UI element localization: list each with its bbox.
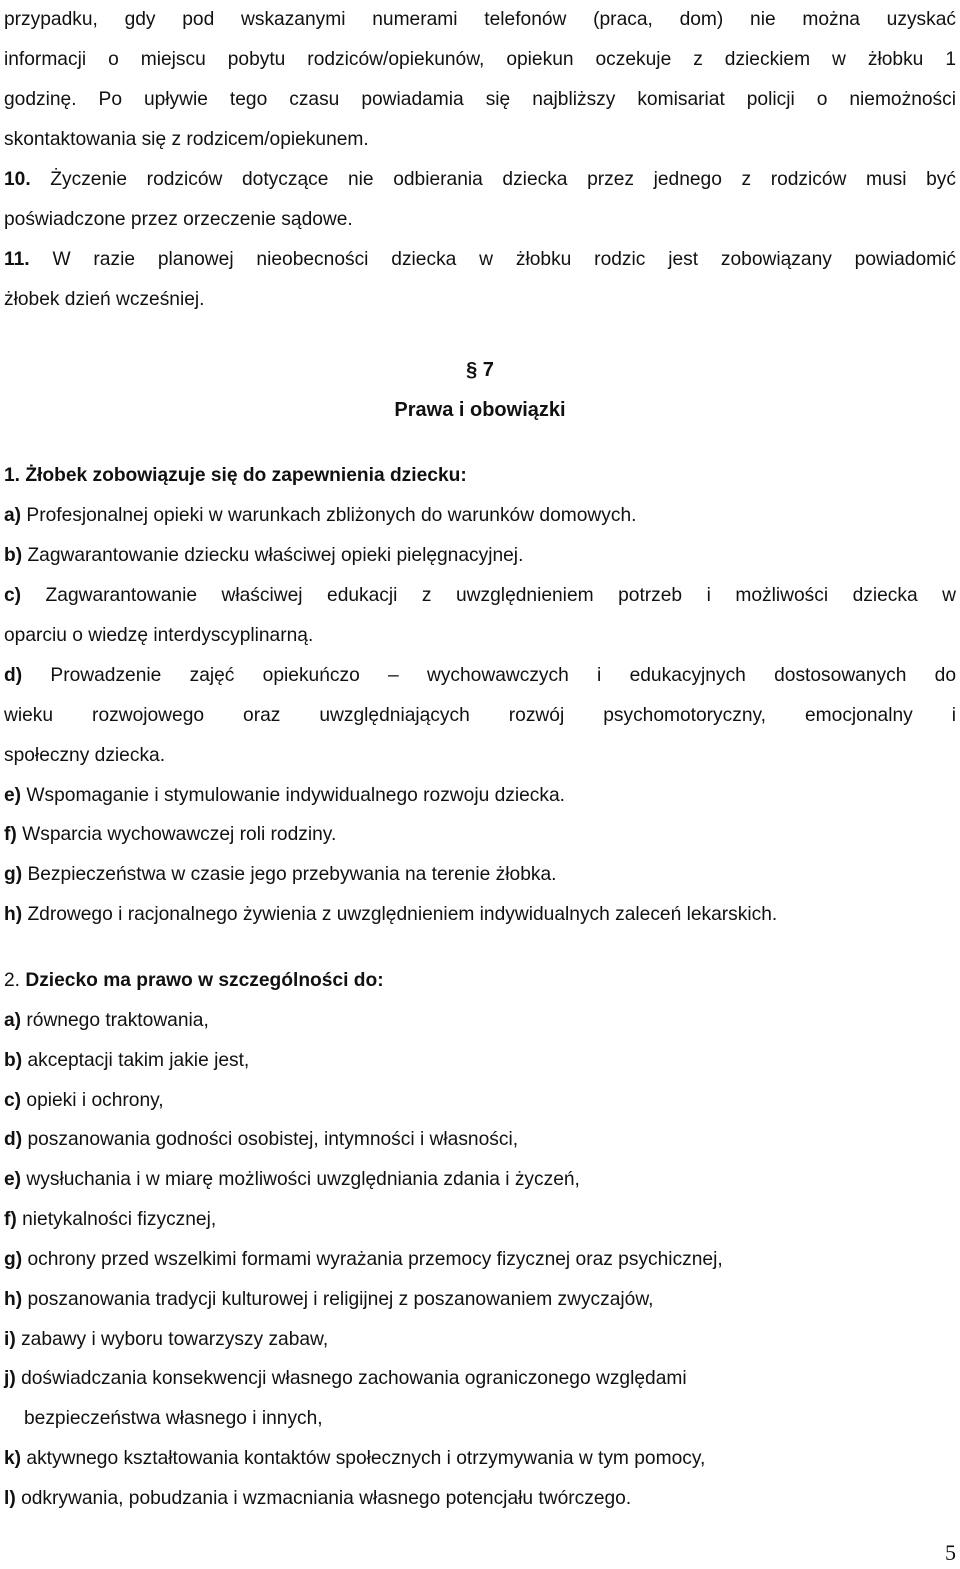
body-text-line: poświadczone przez orzeczenie sądowe. xyxy=(4,209,353,230)
list-item xyxy=(4,815,956,855)
item-letter: c) xyxy=(4,585,22,606)
list-item xyxy=(4,1359,956,1399)
item-text: równego traktowania, xyxy=(21,1010,209,1031)
body-text-line: przypadku, gdy pod wskazanymi numerami telefonów (praca, dom) nie można uzyskać xyxy=(4,9,956,30)
body-text-line: informacji o miejscu pobytu rodziców/opiekunów, opiekun oczekuje z dzieckiem w żłobku 1 xyxy=(4,49,956,70)
item-letter: e) xyxy=(4,785,22,806)
item-letter: d) xyxy=(4,1129,23,1150)
list-item xyxy=(4,496,956,536)
list-item-continuation: społeczny dziecka. xyxy=(4,745,166,766)
item-letter: f) xyxy=(4,1209,17,1230)
item-text: Wsparcia wychowawczej roli rodziny. xyxy=(16,824,337,845)
item-letter: a) xyxy=(4,505,22,526)
item-text: akceptacji takim jakie jest, xyxy=(22,1050,250,1071)
item-letter: g) xyxy=(4,864,23,885)
paragraph-11 xyxy=(4,240,956,280)
list-item xyxy=(4,1160,956,1200)
item-letter: l) xyxy=(4,1488,16,1509)
paragraph-10 xyxy=(4,160,956,200)
paragraph-text: Życzenie rodziców dotyczące nie odbierania dziecka przez jednego z rodziców musi być xyxy=(30,169,956,190)
paragraph-number: 11. xyxy=(4,249,30,270)
item-text: Bezpieczeństwa w czasie jego przebywania na terenie żłobka. xyxy=(22,864,557,885)
item-letter: a) xyxy=(4,1010,22,1031)
body-text-line: godzinę. Po upływie tego czasu powiadamia się najbliższy komisariat policji o niemożności xyxy=(4,89,956,110)
list-item-continuation: wieku rozwojowego oraz uwzględniających rozwój psychomotoryczny, emocjonalny i xyxy=(4,705,956,726)
list-item-continuation: oparciu o wiedzę interdyscyplinarną. xyxy=(4,625,314,646)
point-2-heading xyxy=(4,961,956,1001)
list-item xyxy=(4,1439,956,1479)
item-text: ochrony przed wszelkimi formami wyrażania przemocy fizycznej oraz psychicznej, xyxy=(22,1249,723,1270)
item-text: Wspomaganie i stymulowanie indywidualnego rozwoju dziecka. xyxy=(21,785,565,806)
item-letter: h) xyxy=(4,904,23,925)
item-letter: d) xyxy=(4,665,23,686)
list-item-continuation: bezpieczeństwa własnego i innych, xyxy=(24,1408,323,1429)
point-1-heading: 1. Żłobek zobowiązuje się do zapewnienia dziecku: xyxy=(4,465,467,486)
list-item xyxy=(4,1280,956,1320)
item-letter: f) xyxy=(4,824,17,845)
item-letter: e) xyxy=(4,1169,22,1190)
item-letter: c) xyxy=(4,1090,22,1111)
item-text: poszanowania godności osobistej, intymności i własności, xyxy=(22,1129,519,1150)
item-text: wysłuchania i w miarę możliwości uwzględniania zdania i życzeń, xyxy=(21,1169,580,1190)
item-letter: g) xyxy=(4,1249,23,1270)
list-item xyxy=(4,1041,956,1081)
list-item xyxy=(4,1120,956,1160)
list-item xyxy=(4,1320,956,1360)
list-item xyxy=(4,1240,956,1280)
section-title: Prawa i obowiązki xyxy=(394,399,566,421)
list-item xyxy=(4,536,956,576)
item-text: zabawy i wyboru towarzyszy zabaw, xyxy=(15,1329,329,1350)
paragraph-number: 10. xyxy=(4,169,31,190)
list-item xyxy=(4,1001,956,1041)
item-letter: b) xyxy=(4,1050,23,1071)
body-text-line: skontaktowania się z rodzicem/opiekunem. xyxy=(4,129,369,150)
item-text: doświadczania konsekwencji własnego zachowania ograniczonego względami xyxy=(15,1368,687,1389)
list-item xyxy=(4,1200,956,1240)
item-text: nietykalności fizycznej, xyxy=(16,1209,217,1230)
list-item xyxy=(4,1479,956,1519)
section-symbol: § 7 xyxy=(466,359,494,381)
item-text: odkrywania, pobudzania i wzmacniania własnego potencjału twórczego. xyxy=(15,1488,632,1509)
item-letter: j) xyxy=(4,1368,16,1389)
point-heading-text: Dziecko ma prawo w szczególności do: xyxy=(20,970,384,991)
list-item xyxy=(4,855,956,895)
list-item xyxy=(4,895,956,935)
list-item xyxy=(4,576,956,616)
page-number: 5 xyxy=(945,1540,956,1565)
item-letter: k) xyxy=(4,1448,22,1469)
item-text: Profesjonalnej opieki w warunkach zbliżonych do warunków domowych. xyxy=(21,505,637,526)
paragraph-text: W razie planowej nieobecności dziecka w żłobku rodzic jest zobowiązany powiadomić xyxy=(29,249,956,270)
item-text: aktywnego kształtowania kontaktów społecznych i otrzymywania w tym pomocy, xyxy=(21,1448,706,1469)
item-text: Zagwarantowanie właściwej edukacji z uwzględnieniem potrzeb i możliwości dziecka w xyxy=(21,585,956,606)
item-letter: i) xyxy=(4,1329,16,1350)
item-text: Prowadzenie zajęć opiekuńczo – wychowawczych i edukacyjnych dostosowanych do xyxy=(22,665,956,686)
item-text: Zagwarantowanie dziecku właściwej opieki pielęgnacyjnej. xyxy=(22,545,524,566)
item-text: opieki i ochrony, xyxy=(21,1090,164,1111)
item-text: poszanowania tradycji kulturowej i religijnej z poszanowaniem zwyczajów, xyxy=(22,1289,654,1310)
point-number: 2. xyxy=(4,970,21,991)
list-item xyxy=(4,1081,956,1121)
item-letter: b) xyxy=(4,545,23,566)
list-item xyxy=(4,776,956,816)
body-text-line: żłobek dzień wcześniej. xyxy=(4,289,205,310)
item-text: Zdrowego i racjonalnego żywienia z uwzględnieniem indywidualnych zaleceń lekarskich. xyxy=(22,904,778,925)
item-letter: h) xyxy=(4,1289,23,1310)
list-item xyxy=(4,656,956,696)
